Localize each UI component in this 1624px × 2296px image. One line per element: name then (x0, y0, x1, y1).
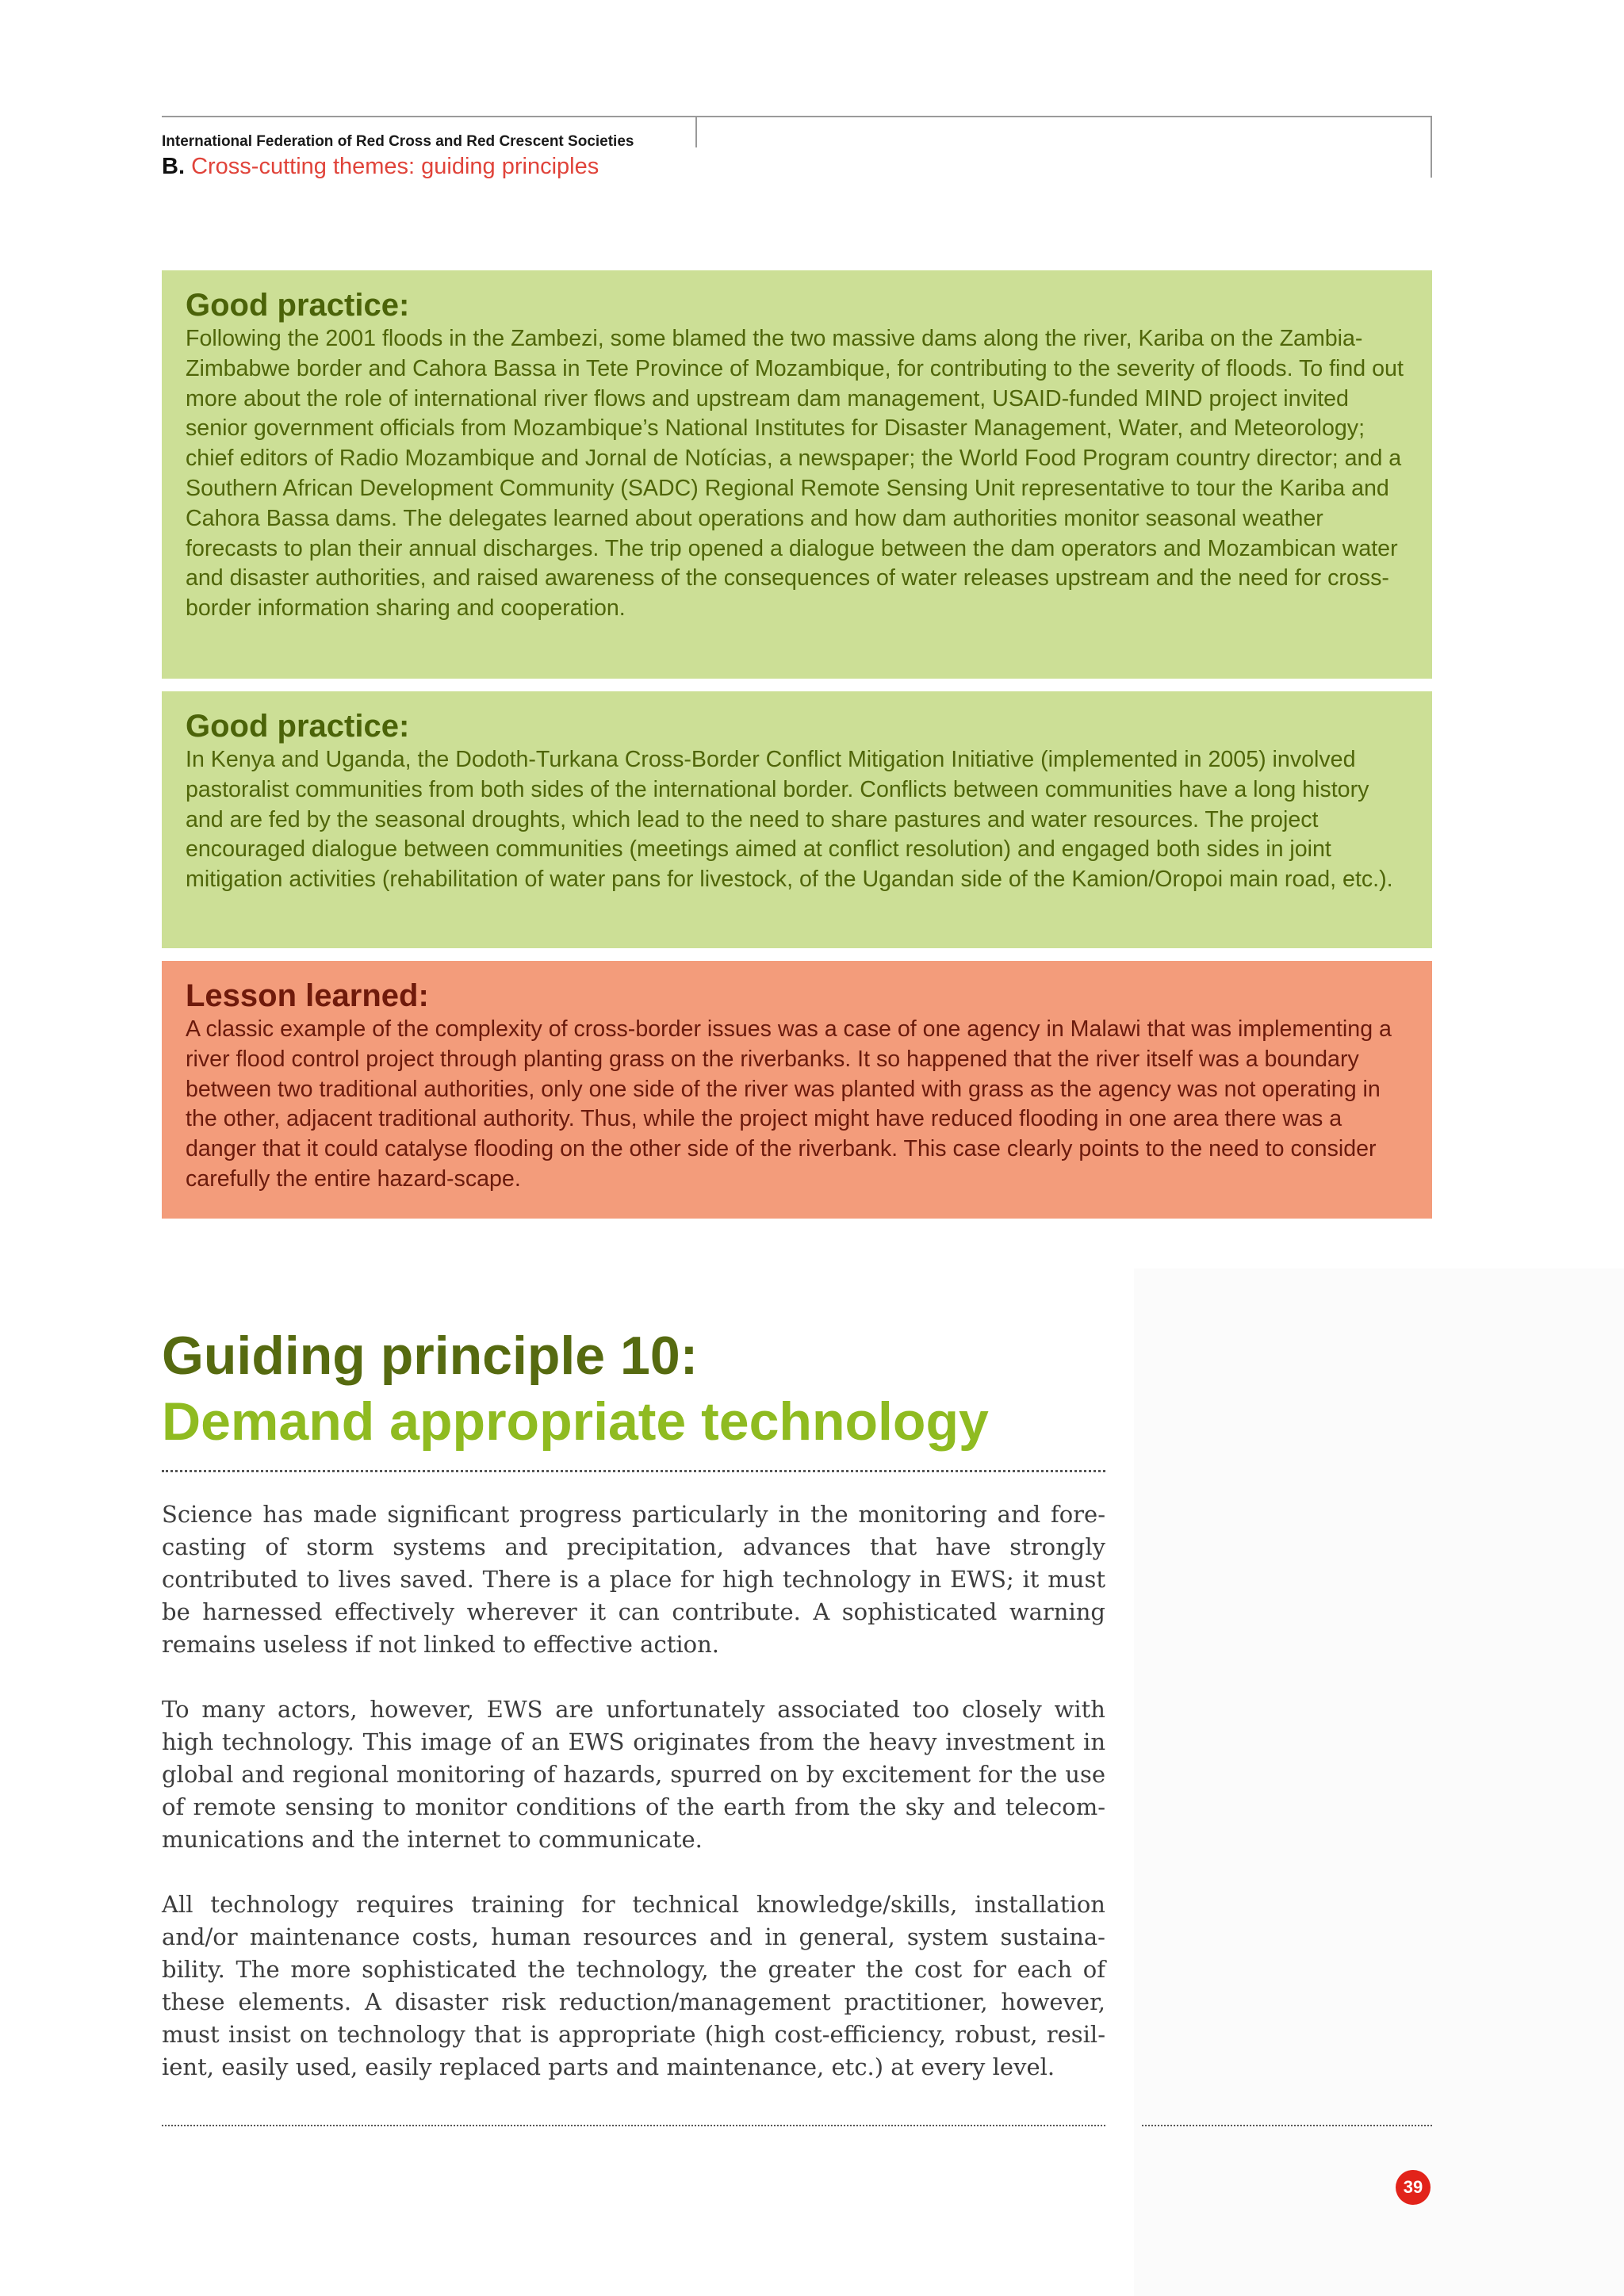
section-title: Cross-cutting themes: guiding principles (191, 154, 599, 179)
heading-divider (162, 1470, 1105, 1472)
good-practice-box (162, 270, 1432, 679)
footer-divider-right (1142, 2125, 1432, 2126)
header-divider-tick-right (1431, 116, 1432, 178)
header-rule (162, 116, 1432, 117)
body-paragraph: To many actors, however, EWS are unfortunately associated too closely with high technology. This image of an EWS originates from the heavy investment in global and regional monitoring of hazards, spurred on by excitement for the use of remote sensing to monitor conditions of the earth from the sky and telecom-munications and the internet to communicate. (162, 1696, 1105, 1853)
box-text: In Kenya and Uganda, the Dodoth-Turkana Cross-Border Conflict Mitigation Initiative (implemented in 2005) involved pastoralist communities from both sides of the international border. Conflicts between communities have a long history and are fed by the seasonal droughts, which lead to the need to share pastures and water resources. The project encouraged dialogue between communities (meetings aimed at conflict resolution) and engaged both sides in joint mitigation activities (rehabilitation of water pans for livestock, of the Ugandan side of the Kamion/Oropoi main road, etc.). (186, 747, 1393, 893)
box-title: Lesson learned: (186, 978, 429, 1013)
section-letter: B. (162, 154, 185, 179)
lesson-learned-box (162, 961, 1432, 1219)
principle-number-heading: Guiding principle 10: (162, 1326, 699, 1386)
box-text: Following the 2001 floods in the Zambezi, some blamed the two massive dams along the river, Kariba on the Zambia- Zimbabwe border and Cahora Bassa in Tete Province of Mozambique, for contributing to the severity of floods. To find out more about the role of international river flows and upstream dam management, USAID-funded MIND project invited senior government officials from Mozambique’s National Institutes for Disaster Management, Water, and Meteorology; chief editors of Radio Mozambique and Jornal de Notícias, a newspaper; the World Food Program country director; and a Southern African Development Community (SADC) Regional Remote Sensing Unit representative to tour the Kariba and Cahora Bassa dams. The delegates learned about operations and how dam authorities monitor seasonal weather forecasts to plan their annual discharges. The trip opened a dialogue between the dam operators and Mozambican water and disaster authorities, and raised awareness of the consequences of water releases upstream and the need for cross-border information sharing and cooperation. (186, 326, 1404, 622)
body-text (162, 1498, 1105, 2116)
body-paragraph: Science has made significant progress particularly in the monitoring and fore-casting of storm systems and precipitation, advances that have strongly contributed to lives saved. There is a place for high technology in EWS; it must be harnessed effectively wherever it can contribute. A sophisticated warning remains useless if not linked to effective action. (162, 1501, 1105, 1658)
box-title: Good practice: (186, 288, 410, 323)
page-background-panel (1134, 1269, 1624, 2296)
organization-name: International Federation of Red Cross and Red Crescent Societies (162, 133, 634, 150)
box-text: A classic example of the complexity of cross-border issues was a case of one agency in Malawi that was implementing a river flood control project through planting grass on the riverbanks. It so happened that the river itself was a boundary between two traditional authorities, only one side of the river was planted with grass as the agency was not operating in the other, adjacent traditional authority. Thus, while the project might have reduced flooding in one area there was a danger that it could catalyse flooding on the other side of the riverbank. This case clearly points to the need to consider carefully the entire hazard-scape. (186, 1016, 1392, 1192)
footer-divider-left (162, 2125, 1105, 2126)
header-divider-tick (695, 116, 697, 147)
box-title: Good practice: (186, 709, 410, 744)
section-heading (162, 154, 599, 180)
page-number-badge: 39 (1396, 2170, 1431, 2205)
principle-title-heading: Demand appropriate technology (162, 1391, 989, 1452)
good-practice-box (162, 691, 1432, 948)
body-paragraph: All technology requires training for technical knowledge/skills, installation and/or maintenance costs, human resources and in general, system sustaina-bility. The more sophisticated the technology, the greater the cost for each of these elements. A disaster risk reduction/management practitioner, however, must insist on technology that is appropriate (high cost-efficiency, robust, resil-ient, easily used, easily replaced parts and maintenance, etc.) at every level. (162, 1891, 1105, 2080)
